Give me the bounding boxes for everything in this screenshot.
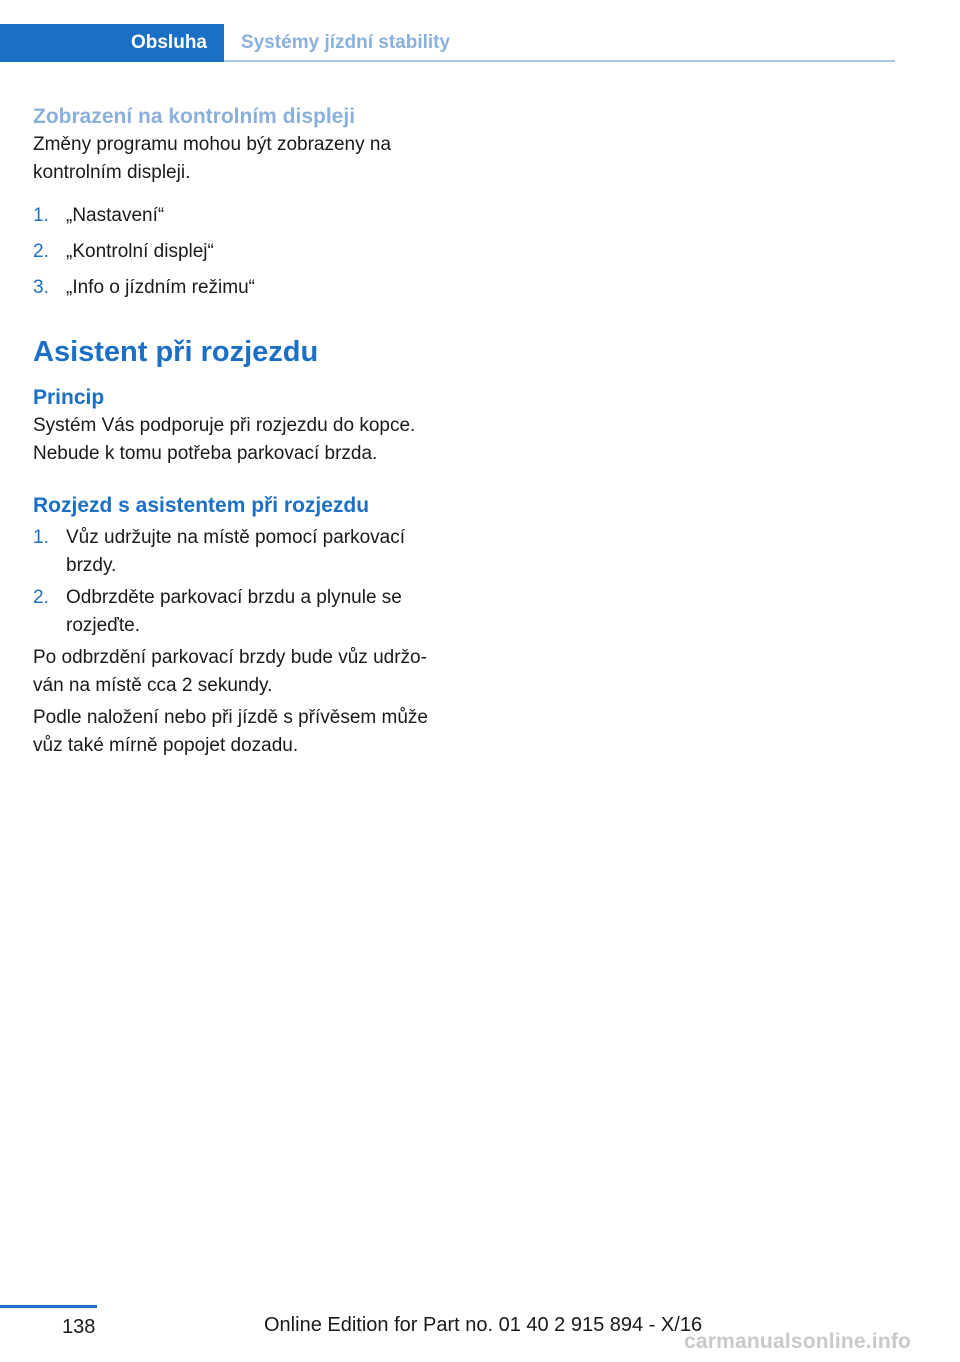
step-number: 2. <box>33 587 49 608</box>
list-item <box>33 238 453 266</box>
display-text: Změny programu mohou být zobrazeny na kontrolním displeji. <box>33 134 392 183</box>
step-number: 1. <box>33 527 49 548</box>
step-text: „Kontrolní displej“ <box>66 241 214 262</box>
step-text: „Info o jízdním režimu“ <box>66 277 255 298</box>
footer-divider <box>0 1305 97 1308</box>
principle-heading: Princip <box>33 386 105 409</box>
step-number: 1. <box>33 205 49 226</box>
load-note-text: Podle naložení nebo při jízdě s přívěsem může vůz také mírně popojet dozadu. <box>33 707 428 756</box>
page-header <box>0 24 895 62</box>
main-content <box>33 103 453 760</box>
step-text: „Nastavení“ <box>66 205 165 226</box>
section-title: Systémy jízdní stability <box>241 32 451 53</box>
list-item <box>33 202 453 230</box>
header-divider <box>224 60 895 62</box>
section-heading: Asistent při rozjezdu <box>33 336 319 368</box>
list-item <box>33 274 453 302</box>
step-number: 2. <box>33 241 49 262</box>
watermark: carmanualsonline.info <box>684 1330 912 1353</box>
list-item <box>33 524 453 580</box>
after-release-text: Po odbrzdění parkovací brzdy bude vůz udržo‐ván na místě cca 2 sekundy. <box>33 647 427 696</box>
start-heading: Rozjezd s asistentem při rozjezdu <box>33 494 370 517</box>
start-steps-list <box>33 524 453 640</box>
display-steps-list <box>33 202 453 302</box>
principle-text: Systém Vás podporuje při rozjezdu do kopce. Nebude k tomu potřeba parkovací brzda. <box>33 415 416 464</box>
step-text: Vůz udržujte na místě pomocí parkovací brzdy. <box>66 527 405 576</box>
display-heading: Zobrazení na kontrolním displeji <box>33 105 356 128</box>
edition-info: Online Edition for Part no. 01 40 2 915 894 - X/16 <box>264 1314 703 1336</box>
page-number: 138 <box>62 1316 96 1338</box>
list-item <box>33 584 453 640</box>
chapter-tab: Obsluha <box>0 24 224 62</box>
step-number: 3. <box>33 277 49 298</box>
step-text: Odbrzděte parkovací brzdu a plynule se rozjeďte. <box>66 587 402 636</box>
